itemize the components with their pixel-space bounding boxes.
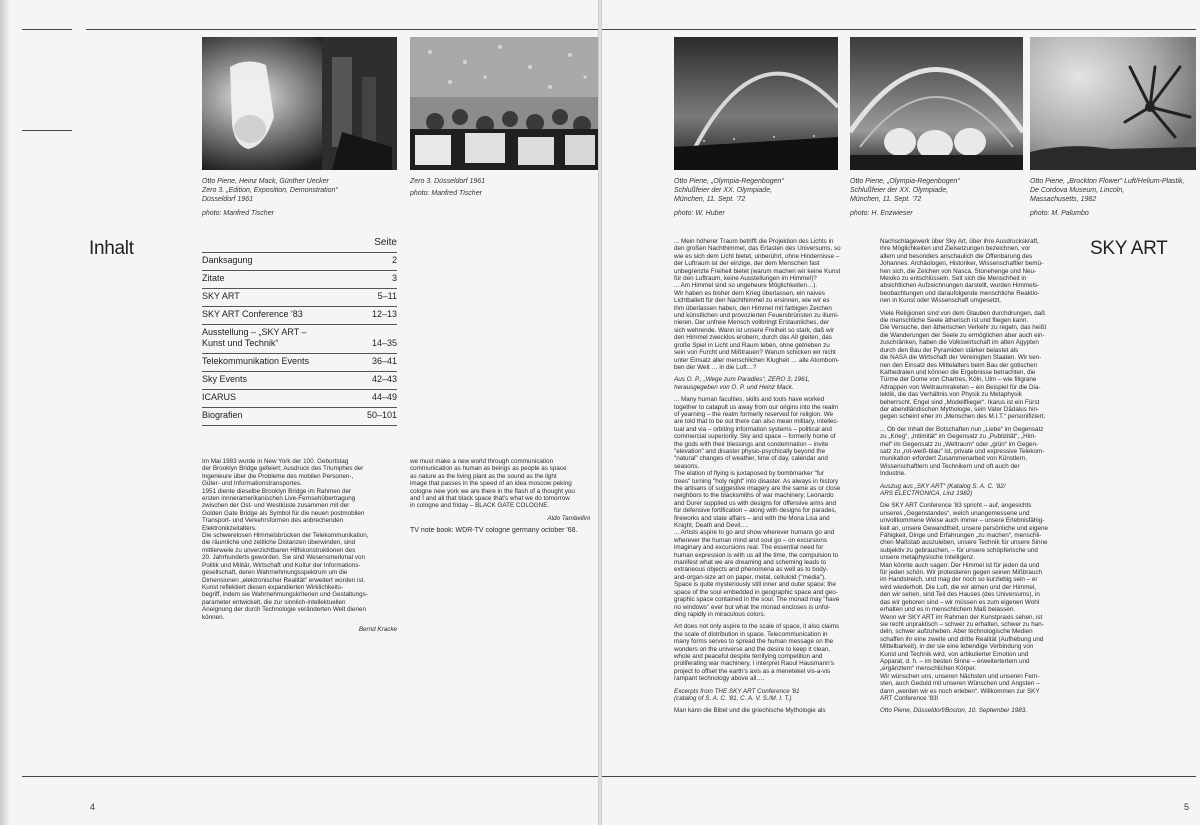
toc-entry-page: 36–41 xyxy=(371,356,397,366)
text-line: "natural" changes of weather, time of day, calendar and xyxy=(674,455,828,463)
toc-entry-page: 44–49 xyxy=(371,392,397,402)
caption-line: Zero 3. „Edition, Exposition, Demonstration“ xyxy=(202,187,338,194)
photo-caption xyxy=(410,177,485,198)
intro-text xyxy=(202,458,397,633)
text-line: und künstlichen und provozierten Feuersbrünsten zu illumi- xyxy=(674,312,839,320)
text-line: image that passes in the speed of an idea moscow peking xyxy=(410,480,572,488)
text-line: nieren. Der unfreie Mensch vollbringt Erstaunliches, der xyxy=(674,319,830,327)
text-line: Türme der Dome von Chartres, Köln, Ulm – wie filigrane xyxy=(880,376,1037,384)
text-line: der Luftraum ist der einzige, der dem Menschen fast xyxy=(674,260,820,268)
caption-line: Schlußfeier der XX. Olympiade, xyxy=(674,187,773,194)
text-line: commercial superiority. Sky and space – formerly home of xyxy=(674,433,836,441)
text-line: hen sich, die Zeichen von Nasca, Stonehenge und Neu- xyxy=(880,267,1037,275)
text-line: den großen Nachthimmel, das Ertasten des Universums, so xyxy=(674,245,841,253)
photo-credit: photo: H. Enzwieser xyxy=(850,210,913,217)
contents-heading: Inhalt xyxy=(89,238,134,259)
text-line: as nature as the living plant as the sound as the light xyxy=(410,472,557,480)
text-line: sie recht unpraktisch – schwer zu erhalten, schwer zu han- xyxy=(880,620,1044,628)
text-line: absichtlichen Aufzeichnungen darstellt, wurden Himmels- xyxy=(880,282,1040,290)
text-line: Elektronikzeitalters. xyxy=(202,524,257,532)
text-line: die menschliche Seele ätherisch ist und fliegen kann. xyxy=(880,317,1029,325)
text-line: and I and all that black space that's what we do tomorrow xyxy=(410,495,570,503)
author-signature: Bernd Kracke xyxy=(358,625,397,633)
photo-caption xyxy=(674,177,784,218)
text-line: Wir wünschen uns, unseren Nächsten und unseren Fern- xyxy=(880,672,1040,680)
text-line: Wir haben es bisher dem Krieg überlassen, ein naives xyxy=(674,289,825,297)
text-line: ARS ELECTRONICA, Linz 1982) xyxy=(880,490,973,497)
text-line: extraneous objects and phenomena as well as to body- xyxy=(674,566,829,574)
caption-line: Otto Piene, „Brockton Flower“ Luft/Helium-Plastik, xyxy=(1030,178,1185,185)
text-line: project to offset the earth's axis as a menetekel vis-a-vis xyxy=(674,667,831,675)
photo-credit: photo: W. Huber xyxy=(674,210,725,217)
text-line: den wir sehen, sind Teil des Hauses (des Universums), in xyxy=(880,591,1040,599)
toc-entry-title: Telekommunikation Events xyxy=(202,356,310,366)
text-line: deln, schwer aufzuheben. Aber technologische Medien xyxy=(880,628,1033,636)
text-line: beobachtungen und daraufolgende menschliche Reaktio- xyxy=(880,289,1040,297)
photo-zero3-crowd xyxy=(410,37,598,170)
photo-caption xyxy=(202,177,338,218)
caption-line: Schlußfeier der XX. Olympiade, xyxy=(850,187,949,194)
text-line: The elation of flying is juxtaposed by bombmarker "fur xyxy=(674,470,824,478)
photo-credit: photo: M. Palumbo xyxy=(1030,210,1089,217)
text-line: zuschränken, haben die Volkswirtschaft im alten Ägypten xyxy=(880,339,1039,347)
text-line: nen in Kunst oder Wissenschaft umgesetzt. xyxy=(880,297,1002,305)
toc-page-column-label: Seite xyxy=(374,237,397,248)
text-line: Golden Gate Bridge als Symbol für die neuen postmobilen xyxy=(202,509,365,517)
text-line: die räumliche und zeitliche Distanzen überwinden, sind xyxy=(202,539,356,547)
caption-line: Otto Piene, Heinz Mack, Günther Uecker xyxy=(202,178,329,185)
text-line: communication as human as beings as people as space xyxy=(410,465,567,473)
text-line: in cologne and friday – BLACK GATE COLOGNE. xyxy=(410,502,550,510)
text-line: unseres „Gegenstandes“, welch unangemessene und xyxy=(880,509,1030,517)
text-line: we must make a new world through communication xyxy=(410,458,554,465)
text-line: ihre Möglichkeiten und Zielsetzungen bezeichnen, vor xyxy=(880,245,1031,253)
text-line: and Durer supplied us with designs for offensive arms and xyxy=(674,499,836,507)
text-line: Kathedralen und können die Ergebnisse betrachten, die xyxy=(880,368,1036,376)
text-line: den Himmel zwecklos erobern, durch das All gleiten, das xyxy=(674,334,832,342)
toc-entry[interactable] xyxy=(202,270,397,288)
text-line: Otto Piene, Düsseldorf/Boston, 10. September 1983. xyxy=(880,707,1028,715)
toc-entry-title: Danksagung xyxy=(202,255,253,265)
text-line: können. xyxy=(202,613,225,621)
text-line: ART Conference '83! xyxy=(880,694,939,702)
text-line: satz zu „rot-weiß-blau“ ist, private und expressive Telekom- xyxy=(880,447,1045,455)
text-line: unbegrenzte Freiheit bietet (warum machen wir keine Kunst xyxy=(674,267,841,275)
text-line: cologne new york we are there in the flash of a thought you xyxy=(410,487,575,495)
text-line: zu „Krieg“, „Intimität“ im Gegensatz zu „Publizität“, „Him- xyxy=(880,433,1037,441)
text-line: graphic space contained in the soul. The monad may "have xyxy=(674,596,840,604)
text-line: Wenn wir SKY ART im Rahmen der Kunstpraxis sehen, ist xyxy=(880,613,1043,621)
text-line: rampant technology above all…. xyxy=(674,675,765,683)
photo-caption xyxy=(1030,177,1184,218)
text-line: keit an, unsere Gewandtheit, unsere persönliche und eigene xyxy=(880,524,1049,532)
toc-entry-title: Ausstellung – „SKY ART – Kunst und Technik“ xyxy=(202,327,307,348)
text-line: das wir geboren sind – wir müssen es zum eigenen Wohl xyxy=(880,598,1040,606)
text-line: sich wehrende. Wann ist unsere Freiheit so stark, daß wir xyxy=(674,326,835,334)
sky-art-text-column-2 xyxy=(880,238,1080,720)
text-line: Attrappen von Weltraumraketen – ein Beispiel für die Dia- xyxy=(880,383,1041,391)
paragraph xyxy=(674,623,874,682)
text-line: ... Artists aspire to go and show wherever humans go and xyxy=(674,529,835,537)
paragraph xyxy=(202,458,397,621)
text-line: ding rapidly in miraculous colors. xyxy=(674,610,766,618)
text-line: die NASA die Wirtschaft der Vereinigten Staaten. Wir ken- xyxy=(880,354,1042,362)
page-number: 4 xyxy=(90,802,96,812)
photo-credit: photo: Manfred Tischer xyxy=(202,210,274,217)
text-line: gesellschaft, deren Wahrnehmungsspektrum um die xyxy=(202,569,348,577)
text-line: Die SKY ART Conference '83 spricht – auf, angesichts xyxy=(880,502,1032,510)
toc-entry-page: 3 xyxy=(391,273,397,283)
text-line: 1951 diente dieselbe Brooklyn Bridge im Rahmen der xyxy=(202,487,352,495)
top-rule xyxy=(602,29,1196,30)
text-line: Knight, Death and Devil…. xyxy=(674,522,749,530)
toc-entry[interactable] xyxy=(202,353,397,371)
margin-rule xyxy=(22,130,72,131)
text-line: Transport- und Verkehrsformen des anbrechenden xyxy=(202,517,344,525)
text-line: the scale of distribution in space. Telecommunication in xyxy=(674,630,828,638)
text-line: Kunst reflektiert diesen expandierten Wirklichkeits- xyxy=(202,583,344,591)
text-line: ... Mein höherer Traum betrifft die Projektion des Lichts in xyxy=(674,238,834,245)
caption-line: Düsseldorf 1961 xyxy=(202,196,253,203)
text-line: parameter entwickelt, die zur sinnlich-intellektuellen xyxy=(202,598,346,606)
text-line: Art does not only aspire to the scale of space, it also claims xyxy=(674,623,840,631)
text-line: Mexiko zu entschlüsseln. Seit sich die Menschheit in xyxy=(880,275,1027,283)
text-line: begriff, indem sie Wahrnehmungskriterien und Gestaltungs- xyxy=(202,591,368,599)
caption-line: München, 11. Sept. '72 xyxy=(850,196,922,203)
text-line: „ergänztem“ menschlichen Körper. xyxy=(880,665,977,673)
text-line: Aus O. P., „Wege zum Paradies“, ZERO 3, 1961, xyxy=(674,376,810,384)
text-line: Johannes. Archäologen, Historiker, Wissenschaftler bemü- xyxy=(880,260,1044,268)
paragraph xyxy=(674,238,874,371)
text-line: Die Versuche, den ätherischen Verkehr zu regeln, das heißt xyxy=(880,324,1047,332)
caption-line: De Cordova Museum, Lincoln, xyxy=(1030,187,1125,194)
toc-entry-title: Biografien xyxy=(202,410,243,420)
paragraph xyxy=(674,707,874,714)
photo-brockton-flower xyxy=(1030,37,1196,170)
text-line: subjektiv zu gebrauchen, – für unsere schöpferische und xyxy=(880,546,1038,554)
toc-entry[interactable] xyxy=(202,371,397,389)
text-line: große Spiel in Licht und Raum leben, ohne getrieben zu xyxy=(674,341,830,349)
bottom-rule xyxy=(22,776,598,777)
toc-entry-page: 12–13 xyxy=(371,309,397,319)
caption-line: Massachusetts, 1982 xyxy=(1030,196,1097,203)
toc-entry-title: ICARUS xyxy=(202,392,237,402)
text-line: manifest what we are dreaming and scheming leads to xyxy=(674,559,827,567)
text-line: nen den Einsatz des Mittelalters beim Bau der gotischen xyxy=(880,361,1038,369)
text-line: fireworks and state affairs – and with the Mona Lisa and xyxy=(674,514,830,522)
margin-rule xyxy=(22,29,72,30)
paragraph xyxy=(880,426,1080,478)
text-line: ihm überlassen haben, den Himmel mit farbigen Zeichen xyxy=(674,304,832,312)
text-line: im Handstreich, und mag der noch so kurzlebig sein – er xyxy=(880,576,1038,584)
text-line: Im Mai 1983 wurde in New York der 100. Geburtstag xyxy=(202,458,349,465)
toc-entry-page: 42–43 xyxy=(371,374,397,384)
text-line: für jeden schön. Wir protestieren gegen seinen Mißbrauch xyxy=(880,569,1043,577)
text-line: proliferating war machinery. I interpret Raoul Hausmann's xyxy=(674,660,834,668)
text-line: mel“ im Gegensatz zu „Weltraum“ oder „grün“ im Gegen- xyxy=(880,440,1039,448)
photo-caption xyxy=(850,177,960,218)
text-line: imaginary and excursions real. The essential need for xyxy=(674,544,824,552)
photo-zero3-exhibition xyxy=(202,37,397,170)
text-line: Mittelbarkeit), in der sie eine lebendige Verbindung von xyxy=(880,643,1034,651)
text-line: the gods with their blessings and condemnation – invite xyxy=(674,440,829,448)
toc-entry-page: 14–35 xyxy=(371,338,397,348)
text-line: chen Maßstab auszuleben, unsere Technik für unsere Sinne xyxy=(880,539,1048,547)
text-line: Industrie. xyxy=(880,470,906,478)
right-page xyxy=(602,0,1200,825)
paragraph xyxy=(880,310,1080,421)
text-line: (catalog of S. A. C. '81, C. A. V. S./M. I. T.) xyxy=(674,694,792,702)
toc-entry-title: Sky Events xyxy=(202,374,248,384)
text-line: Güter- und Informationstransportes. xyxy=(202,480,302,488)
page-edge-shadow xyxy=(0,0,10,825)
photo-olympia-rainbow-arc xyxy=(674,37,838,170)
text-line: no windows" ever but what the monad encloses is unfol- xyxy=(674,603,831,611)
text-line: Viele Religionen sind von dem Glauben durchdrungen, daß xyxy=(880,309,1046,317)
text-line: tual and via – orbiting information systems – political and xyxy=(674,425,832,433)
text-line: mittlerweile zu unverzichtbaren Hilfskonstruktionen des xyxy=(202,546,356,554)
text-line: neighbors to the blacksmiths of war machinery; Leonardo xyxy=(674,492,834,500)
photo-olympia-rainbow-balloons xyxy=(850,37,1023,170)
author-signature: Aldo Tambellini xyxy=(547,514,590,522)
text-line: ersten innneramerikanischen Live-Fernsehübertragung xyxy=(202,495,356,503)
text-line: the artisans of suggestive imagery are the same as or close xyxy=(674,485,841,492)
text-line: ... Ob der Inhalt der Botschaften nun „Liebe“ im Gegensatz xyxy=(880,425,1044,433)
text-line: ben der Welt … in die Luft…? xyxy=(674,363,757,371)
text-line: wie es sich dem Licht bietet, unberührt, ohne Hindernisse – xyxy=(674,252,840,260)
text-line: wird wiederholt. Die Luft, die wir atmen und der Himmel, xyxy=(880,583,1037,591)
paragraph xyxy=(880,238,1080,305)
caption-line: Otto Piene, „Olympia-Regenbogen“ xyxy=(850,178,960,185)
text-line: seasons. xyxy=(674,462,700,470)
toc-entry-page: 2 xyxy=(391,255,397,265)
text-line: allem und besonders anschaulich die Offenbarung des xyxy=(880,252,1033,260)
text-line: Man könnte auch sagen: Der Himmel ist für jeden da und xyxy=(880,561,1040,569)
toc-entry-page: 5–11 xyxy=(377,291,397,301)
table-of-contents xyxy=(202,236,397,426)
text-line: ... Am Himmel sind so ungeheure Möglichkeiten…). xyxy=(674,282,818,290)
source-citation xyxy=(880,483,1080,498)
source-citation xyxy=(674,376,874,391)
text-line: trees" turning "holy night" into disaster. As always in history xyxy=(674,477,839,485)
text-line: Die schwerelosen Himmelsbrücken der Telekommunikation, xyxy=(202,532,369,540)
text-line: "elevation" and disaster physio-psychically beyond the xyxy=(674,447,826,455)
toc-entry-title: SKY ART xyxy=(202,291,240,301)
text-line: Excerpts from THE SKY ART Conference '81 xyxy=(674,687,800,695)
text-line: Politik und Militär, Wirtschaft und Kultur der Informations- xyxy=(202,561,361,569)
text-line: wonders on the universe and the desire to keep it clean, xyxy=(674,645,831,653)
text-line: herausgegeben von O. P. und Heinz Mack. xyxy=(674,383,794,391)
text-line: Space is quite mysteriously still inner and outer space; the xyxy=(674,581,837,589)
left-page xyxy=(0,0,598,825)
text-line: and-organ-size art on paper, metal, celluloid ("media"). xyxy=(674,573,826,581)
paragraph xyxy=(410,458,590,510)
text-line: human expression is with us all the time, the compulsion to xyxy=(674,551,839,559)
text-line: beherrscht. Engel sind „Modellflieger“. Ikarus ist ein Fürst xyxy=(880,398,1040,406)
text-line: Lichtballett für den Nachthimmel zu ersinnen, wie wir es xyxy=(674,297,830,305)
text-line: Fähigkeit, Dinge und Erfahrungen „zu machen“, menschli- xyxy=(880,532,1042,540)
toc-entry[interactable] xyxy=(202,389,397,407)
toc-entry[interactable] xyxy=(202,306,397,324)
text-line: space of the soul embedded in geographic space and geo- xyxy=(674,588,838,596)
toc-entry-page: 50–101 xyxy=(366,410,397,420)
text-line: erhalten und es in menschlichem Maß belassen. xyxy=(880,606,1016,614)
caption-line: München, 11. Sept. '72 xyxy=(674,196,746,203)
text-line: Man kann die Bibel und die griechische Mythologie als xyxy=(674,707,826,715)
text-line: lektik, die das Verhältnis von Physik zu Metaphysik xyxy=(880,391,1022,399)
text-line: der Brooklyn Bridge gefeiert; Ausdruck des Triumphes der xyxy=(202,465,364,473)
toc-entry-title: SKY ART Conference '83 xyxy=(202,309,303,319)
text-line: gegen scheint eher im „Menschen des M.I.T.“ personifiziert. xyxy=(880,413,1046,421)
paragraph xyxy=(674,396,874,618)
text-line: unvollkommene Weise auch immer – unsere Erlebnisfähig- xyxy=(880,517,1045,525)
text-line: unter Einsatz aller menschlichen Klugheit … alle Atombom- xyxy=(674,356,840,364)
text-line: Apparat, d. h. – im besten Sinne – erweitertertem und xyxy=(880,657,1030,665)
text-line: sten, auch Geduld mit unseren Wünschen und Ängsten – xyxy=(880,680,1040,688)
photo-credit: photo: Manfred Tischer xyxy=(410,190,482,197)
page-number: 5 xyxy=(1184,802,1190,812)
toc-entry[interactable] xyxy=(202,288,397,306)
text-line: Aneignung der durch Technologie veränderten Welt dienen xyxy=(202,606,366,614)
text-line: many forms serves to spread the human message on the xyxy=(674,638,834,646)
text-line: unsere metaphysische Intelligenz. xyxy=(880,554,975,562)
text-line: die Wanderungen der Seele zu ermöglichen aber auch ein- xyxy=(880,331,1045,339)
text-line: für den Luftraum, keine Ausstellungen im Himmel)? xyxy=(674,275,817,283)
text-line: schaffen ihr eine zweite und dritte Realität (Aufhebung und xyxy=(880,635,1044,643)
caption-line: Otto Piene, „Olympia-Regenbogen“ xyxy=(674,178,784,185)
text-line: zwischen der Ost- und Westküste zusammen mit der xyxy=(202,502,350,510)
text-line: sein von Furcht und Mißtrauen? Warum schicken wir nicht xyxy=(674,349,836,357)
text-line: together to catapult us away from our origins into the realm xyxy=(674,403,839,411)
tambellini-quote xyxy=(410,458,590,535)
toc-entry-title: Zitate xyxy=(202,273,225,283)
text-line: Auszug aus „SKY ART“ (Katalog S. A. C. '82/ xyxy=(880,482,1006,490)
text-line: dann „werden wir es noch erleben“. Willkommen zur SKY xyxy=(880,687,1040,695)
text-line: of yearning – the realm formerly reserved for religion. We xyxy=(674,410,834,418)
text-line: Kunst und Technik wird, von artikulierter Emotion und xyxy=(880,650,1029,658)
text-line: Wissenschaftlern und Technikern und oft auch der xyxy=(880,462,1020,470)
text-line: are told that to be out there can also mean military, intellec- xyxy=(674,418,839,426)
text-line: der abendländischen Mythologie, sein Vater Dädalus hin- xyxy=(880,405,1040,413)
text-line: 20. Jahrhunderts geworden. Sie sind Wesensmerkmal von xyxy=(202,554,365,562)
sky-art-text-column-1 xyxy=(674,238,874,720)
top-rule xyxy=(86,29,598,30)
quote-source: TV note book: WDR-TV cologne germany october '68. xyxy=(410,527,578,535)
text-line: durch den Bau der Pyramiden stärker belastet als xyxy=(880,346,1019,354)
text-line: Ingenieure über die Probleme des mobilen Personen-, xyxy=(202,472,354,480)
source-citation xyxy=(880,707,1080,714)
text-line: Dimensionen „elektronischer Realität“ erweitert worden ist. xyxy=(202,576,366,584)
toc-entry[interactable] xyxy=(202,252,397,270)
text-line: Nachschlagewerk über Sky Art, über ihre Ausdruckskraft, xyxy=(880,238,1039,245)
bottom-rule xyxy=(602,776,1196,777)
toc-entry[interactable] xyxy=(202,407,397,426)
source-citation xyxy=(674,688,874,703)
text-line: ... Many human faculties, skills and tools have worked xyxy=(674,396,825,404)
text-line: whole and peaceful despite terrifying competition and xyxy=(674,652,823,660)
sky-art-heading: SKY ART xyxy=(1090,238,1168,259)
toc-entry[interactable] xyxy=(202,324,397,353)
text-line: wherever the human mind and soul go – on excursions xyxy=(674,536,827,544)
caption-line: Zero 3. Düsseldorf 1961 xyxy=(410,178,486,185)
text-line: for defensive fortification – along with designs for parades, xyxy=(674,507,837,515)
paragraph xyxy=(880,502,1080,702)
text-line: munikation erfordert Zusammenarbeit von Künstlern, xyxy=(880,455,1027,463)
